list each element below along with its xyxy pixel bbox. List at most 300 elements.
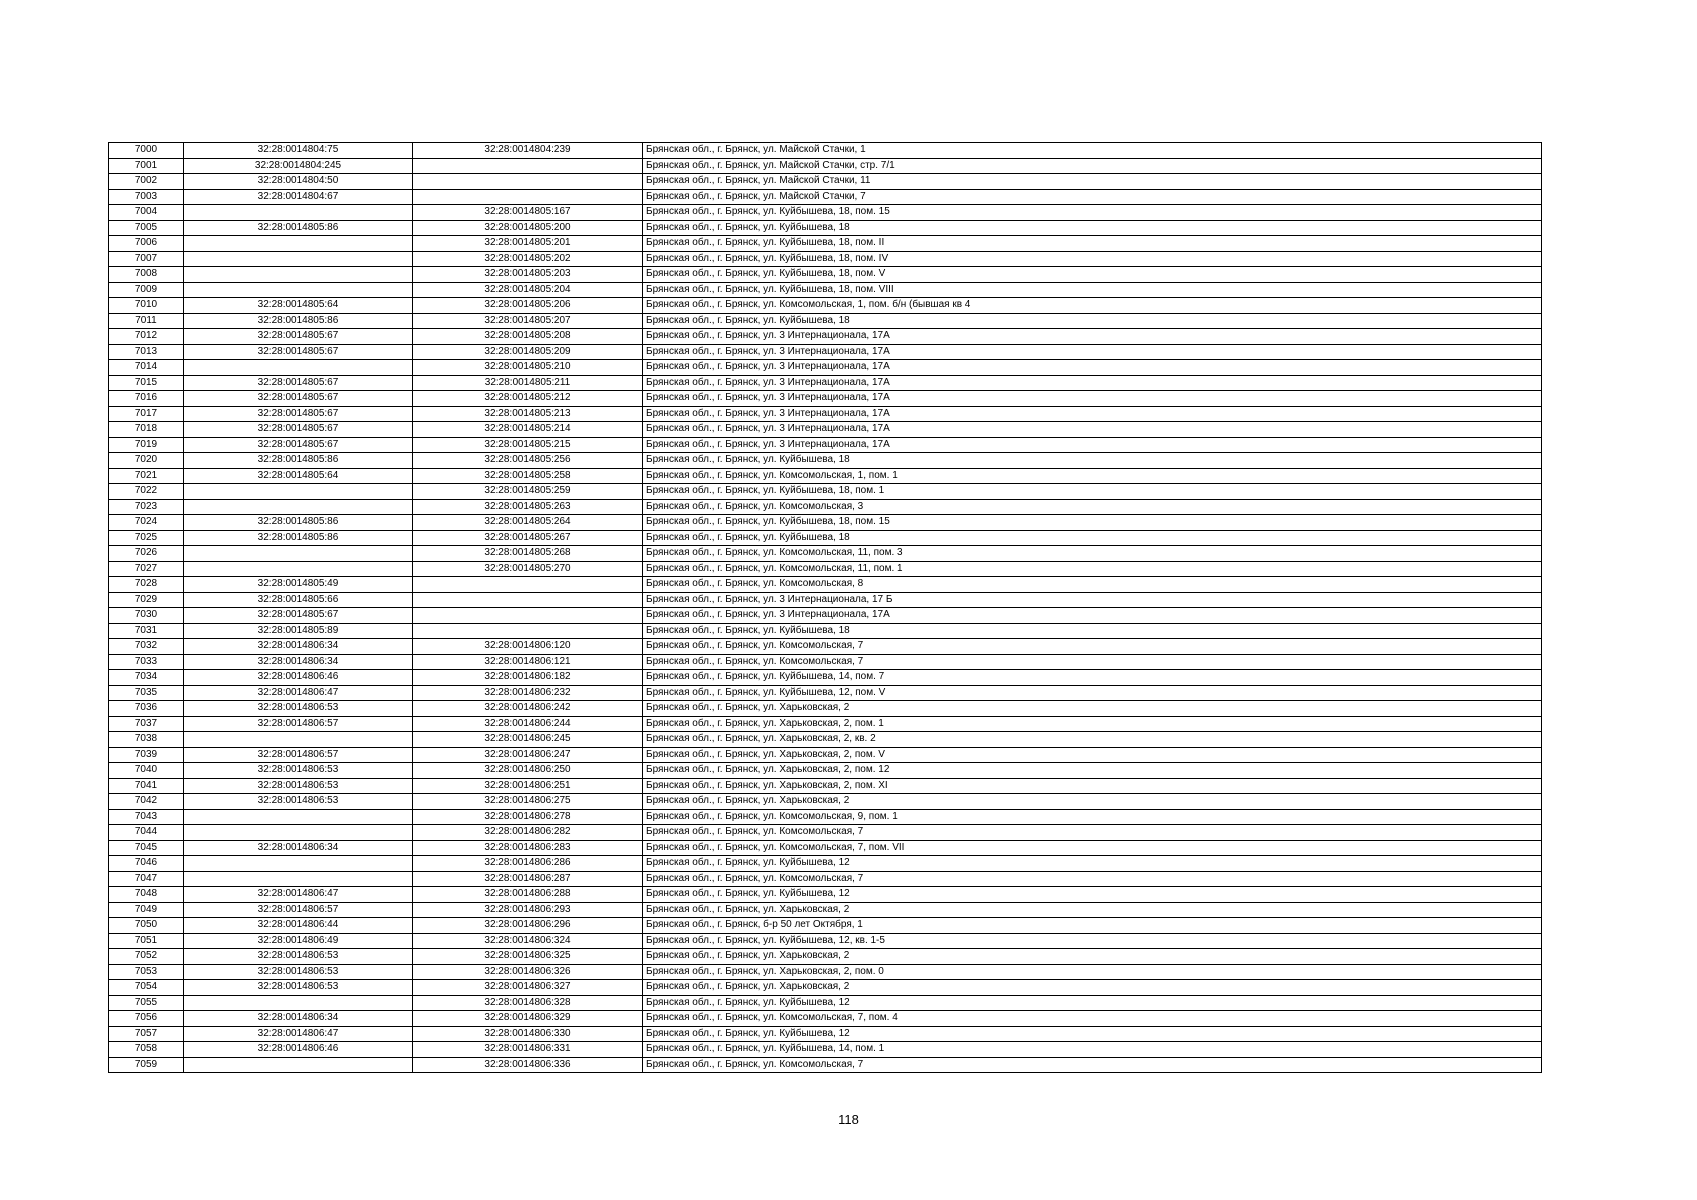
row-number-cell: 7057 bbox=[109, 1026, 184, 1042]
address-cell: Брянская обл., г. Брянск, ул. Комсомольская, 9, пом. 1 bbox=[643, 809, 1542, 825]
address-cell: Брянская обл., г. Брянск, ул. Майской Стачки, 7 bbox=[643, 189, 1542, 205]
parcel-cadastral-number-cell bbox=[184, 499, 413, 515]
premises-cadastral-number-cell: 32:28:0014806:326 bbox=[413, 964, 643, 980]
table-row bbox=[109, 468, 1542, 484]
table-row bbox=[109, 453, 1542, 469]
row-number-cell: 7037 bbox=[109, 716, 184, 732]
parcel-cadastral-number-cell bbox=[184, 205, 413, 221]
row-number-cell: 7004 bbox=[109, 205, 184, 221]
premises-cadastral-number-cell: 32:28:0014806:325 bbox=[413, 949, 643, 965]
parcel-cadastral-number-cell: 32:28:0014806:53 bbox=[184, 701, 413, 717]
address-cell: Брянская обл., г. Брянск, ул. 3 Интернационала, 17А bbox=[643, 406, 1542, 422]
premises-cadastral-number-cell bbox=[413, 577, 643, 593]
row-number-cell: 7040 bbox=[109, 763, 184, 779]
premises-cadastral-number-cell: 32:28:0014805:263 bbox=[413, 499, 643, 515]
address-cell: Брянская обл., г. Брянск, ул. Куйбышева, 18 bbox=[643, 530, 1542, 546]
premises-cadastral-number-cell: 32:28:0014805:201 bbox=[413, 236, 643, 252]
property-registry-table bbox=[108, 142, 1542, 1073]
parcel-cadastral-number-cell: 32:28:0014805:67 bbox=[184, 344, 413, 360]
table-row bbox=[109, 422, 1542, 438]
address-cell: Брянская обл., г. Брянск, ул. Куйбышева, 18 bbox=[643, 623, 1542, 639]
parcel-cadastral-number-cell: 32:28:0014806:47 bbox=[184, 685, 413, 701]
parcel-cadastral-number-cell bbox=[184, 360, 413, 376]
parcel-cadastral-number-cell bbox=[184, 1057, 413, 1073]
address-cell: Брянская обл., г. Брянск, ул. Куйбышева, 18 bbox=[643, 453, 1542, 469]
row-number-cell: 7015 bbox=[109, 375, 184, 391]
address-cell: Брянская обл., г. Брянск, ул. 3 Интернационала, 17А bbox=[643, 391, 1542, 407]
address-cell: Брянская обл., г. Брянск, ул. 3 Интернационала, 17А bbox=[643, 375, 1542, 391]
address-cell: Брянская обл., г. Брянск, ул. Харьковская, 2 bbox=[643, 701, 1542, 717]
table-row bbox=[109, 236, 1542, 252]
premises-cadastral-number-cell: 32:28:0014806:250 bbox=[413, 763, 643, 779]
parcel-cadastral-number-cell: 32:28:0014806:47 bbox=[184, 887, 413, 903]
table-row bbox=[109, 530, 1542, 546]
parcel-cadastral-number-cell: 32:28:0014805:67 bbox=[184, 329, 413, 345]
premises-cadastral-number-cell: 32:28:0014805:258 bbox=[413, 468, 643, 484]
parcel-cadastral-number-cell: 32:28:0014806:34 bbox=[184, 654, 413, 670]
address-cell: Брянская обл., г. Брянск, ул. Комсомольская, 7 bbox=[643, 639, 1542, 655]
table-row bbox=[109, 995, 1542, 1011]
premises-cadastral-number-cell: 32:28:0014806:278 bbox=[413, 809, 643, 825]
parcel-cadastral-number-cell: 32:28:0014805:67 bbox=[184, 608, 413, 624]
premises-cadastral-number-cell: 32:28:0014806:120 bbox=[413, 639, 643, 655]
table-row bbox=[109, 825, 1542, 841]
premises-cadastral-number-cell: 32:28:0014805:212 bbox=[413, 391, 643, 407]
address-cell: Брянская обл., г. Брянск, ул. Харьковская, 2, пом. XI bbox=[643, 778, 1542, 794]
table-row bbox=[109, 949, 1542, 965]
parcel-cadastral-number-cell bbox=[184, 871, 413, 887]
address-cell: Брянская обл., г. Брянск, ул. Куйбышева, 14, пом. 7 bbox=[643, 670, 1542, 686]
table-row bbox=[109, 174, 1542, 190]
address-cell: Брянская обл., г. Брянск, ул. Харьковская, 2 bbox=[643, 902, 1542, 918]
address-cell: Брянская обл., г. Брянск, ул. Куйбышева, 18, пом. 15 bbox=[643, 515, 1542, 531]
parcel-cadastral-number-cell: 32:28:0014806:47 bbox=[184, 1026, 413, 1042]
address-cell: Брянская обл., г. Брянск, ул. Куйбышева, 18, пом. VIII bbox=[643, 282, 1542, 298]
address-cell: Брянская обл., г. Брянск, ул. Куйбышева, 12 bbox=[643, 995, 1542, 1011]
premises-cadastral-number-cell: 32:28:0014806:324 bbox=[413, 933, 643, 949]
table-row bbox=[109, 716, 1542, 732]
parcel-cadastral-number-cell: 32:28:0014805:66 bbox=[184, 592, 413, 608]
row-number-cell: 7027 bbox=[109, 561, 184, 577]
table-row bbox=[109, 158, 1542, 174]
premises-cadastral-number-cell bbox=[413, 189, 643, 205]
premises-cadastral-number-cell: 32:28:0014805:206 bbox=[413, 298, 643, 314]
table-row bbox=[109, 282, 1542, 298]
premises-cadastral-number-cell bbox=[413, 592, 643, 608]
table-row bbox=[109, 561, 1542, 577]
table-row bbox=[109, 546, 1542, 562]
parcel-cadastral-number-cell: 32:28:0014805:67 bbox=[184, 391, 413, 407]
table-row bbox=[109, 685, 1542, 701]
table-row bbox=[109, 763, 1542, 779]
parcel-cadastral-number-cell bbox=[184, 546, 413, 562]
table-row bbox=[109, 840, 1542, 856]
premises-cadastral-number-cell: 32:28:0014806:244 bbox=[413, 716, 643, 732]
row-number-cell: 7055 bbox=[109, 995, 184, 1011]
premises-cadastral-number-cell: 32:28:0014805:215 bbox=[413, 437, 643, 453]
address-cell: Брянская обл., г. Брянск, ул. Комсомольская, 7 bbox=[643, 825, 1542, 841]
address-cell: Брянская обл., г. Брянск, ул. Куйбышева, 12 bbox=[643, 887, 1542, 903]
address-cell: Брянская обл., г. Брянск, ул. Куйбышева, 12 bbox=[643, 856, 1542, 872]
row-number-cell: 7030 bbox=[109, 608, 184, 624]
parcel-cadastral-number-cell: 32:28:0014806:53 bbox=[184, 763, 413, 779]
parcel-cadastral-number-cell: 32:28:0014804:245 bbox=[184, 158, 413, 174]
table-row bbox=[109, 298, 1542, 314]
premises-cadastral-number-cell: 32:28:0014806:331 bbox=[413, 1042, 643, 1058]
row-number-cell: 7043 bbox=[109, 809, 184, 825]
parcel-cadastral-number-cell: 32:28:0014806:57 bbox=[184, 747, 413, 763]
table-row bbox=[109, 267, 1542, 283]
parcel-cadastral-number-cell: 32:28:0014805:86 bbox=[184, 530, 413, 546]
row-number-cell: 7021 bbox=[109, 468, 184, 484]
table-row bbox=[109, 220, 1542, 236]
row-number-cell: 7050 bbox=[109, 918, 184, 934]
parcel-cadastral-number-cell: 32:28:0014806:46 bbox=[184, 670, 413, 686]
table-row bbox=[109, 856, 1542, 872]
row-number-cell: 7007 bbox=[109, 251, 184, 267]
row-number-cell: 7058 bbox=[109, 1042, 184, 1058]
premises-cadastral-number-cell: 32:28:0014806:232 bbox=[413, 685, 643, 701]
row-number-cell: 7010 bbox=[109, 298, 184, 314]
parcel-cadastral-number-cell: 32:28:0014804:50 bbox=[184, 174, 413, 190]
table-row bbox=[109, 964, 1542, 980]
row-number-cell: 7045 bbox=[109, 840, 184, 856]
address-cell: Брянская обл., г. Брянск, ул. Куйбышева, 18, пом. II bbox=[643, 236, 1542, 252]
premises-cadastral-number-cell: 32:28:0014806:251 bbox=[413, 778, 643, 794]
address-cell: Брянская обл., г. Брянск, б-р 50 лет Октября, 1 bbox=[643, 918, 1542, 934]
row-number-cell: 7044 bbox=[109, 825, 184, 841]
parcel-cadastral-number-cell: 32:28:0014804:67 bbox=[184, 189, 413, 205]
table-row bbox=[109, 375, 1542, 391]
address-cell: Брянская обл., г. Брянск, ул. 3 Интернационала, 17А bbox=[643, 360, 1542, 376]
address-cell: Брянская обл., г. Брянск, ул. Харьковская, 2 bbox=[643, 980, 1542, 996]
premises-cadastral-number-cell: 32:28:0014805:270 bbox=[413, 561, 643, 577]
premises-cadastral-number-cell: 32:28:0014806:283 bbox=[413, 840, 643, 856]
premises-cadastral-number-cell: 32:28:0014805:256 bbox=[413, 453, 643, 469]
parcel-cadastral-number-cell bbox=[184, 236, 413, 252]
row-number-cell: 7009 bbox=[109, 282, 184, 298]
parcel-cadastral-number-cell bbox=[184, 251, 413, 267]
premises-cadastral-number-cell: 32:28:0014806:275 bbox=[413, 794, 643, 810]
page-number: 118 bbox=[838, 1112, 859, 1127]
premises-cadastral-number-cell: 32:28:0014806:287 bbox=[413, 871, 643, 887]
address-cell: Брянская обл., г. Брянск, ул. Майской Стачки, стр. 7/1 bbox=[643, 158, 1542, 174]
address-cell: Брянская обл., г. Брянск, ул. Комсомольская, 7, пом. 4 bbox=[643, 1011, 1542, 1027]
row-number-cell: 7039 bbox=[109, 747, 184, 763]
premises-cadastral-number-cell: 32:28:0014804:239 bbox=[413, 143, 643, 159]
table-row bbox=[109, 592, 1542, 608]
row-number-cell: 7053 bbox=[109, 964, 184, 980]
parcel-cadastral-number-cell: 32:28:0014806:49 bbox=[184, 933, 413, 949]
premises-cadastral-number-cell: 32:28:0014806:327 bbox=[413, 980, 643, 996]
premises-cadastral-number-cell: 32:28:0014806:336 bbox=[413, 1057, 643, 1073]
address-cell: Брянская обл., г. Брянск, ул. Комсомольская, 11, пом. 3 bbox=[643, 546, 1542, 562]
parcel-cadastral-number-cell bbox=[184, 995, 413, 1011]
address-cell: Брянская обл., г. Брянск, ул. Куйбышева, 18, пом. IV bbox=[643, 251, 1542, 267]
row-number-cell: 7003 bbox=[109, 189, 184, 205]
premises-cadastral-number-cell: 32:28:0014805:264 bbox=[413, 515, 643, 531]
table-row bbox=[109, 701, 1542, 717]
table-row bbox=[109, 406, 1542, 422]
row-number-cell: 7059 bbox=[109, 1057, 184, 1073]
address-cell: Брянская обл., г. Брянск, ул. 3 Интернационала, 17А bbox=[643, 344, 1542, 360]
row-number-cell: 7054 bbox=[109, 980, 184, 996]
parcel-cadastral-number-cell: 32:28:0014806:53 bbox=[184, 794, 413, 810]
row-number-cell: 7022 bbox=[109, 484, 184, 500]
premises-cadastral-number-cell: 32:28:0014806:328 bbox=[413, 995, 643, 1011]
parcel-cadastral-number-cell: 32:28:0014805:86 bbox=[184, 515, 413, 531]
parcel-cadastral-number-cell: 32:28:0014805:67 bbox=[184, 422, 413, 438]
address-cell: Брянская обл., г. Брянск, ул. Куйбышева, 12, пом. V bbox=[643, 685, 1542, 701]
parcel-cadastral-number-cell: 32:28:0014806:34 bbox=[184, 639, 413, 655]
premises-cadastral-number-cell: 32:28:0014806:330 bbox=[413, 1026, 643, 1042]
row-number-cell: 7036 bbox=[109, 701, 184, 717]
row-number-cell: 7017 bbox=[109, 406, 184, 422]
premises-cadastral-number-cell: 32:28:0014805:208 bbox=[413, 329, 643, 345]
parcel-cadastral-number-cell bbox=[184, 484, 413, 500]
premises-cadastral-number-cell: 32:28:0014805:202 bbox=[413, 251, 643, 267]
table-row bbox=[109, 1057, 1542, 1073]
parcel-cadastral-number-cell: 32:28:0014805:64 bbox=[184, 468, 413, 484]
row-number-cell: 7049 bbox=[109, 902, 184, 918]
table-row bbox=[109, 205, 1542, 221]
parcel-cadastral-number-cell: 32:28:0014805:89 bbox=[184, 623, 413, 639]
address-cell: Брянская обл., г. Брянск, ул. Куйбышева, 18 bbox=[643, 220, 1542, 236]
row-number-cell: 7033 bbox=[109, 654, 184, 670]
row-number-cell: 7000 bbox=[109, 143, 184, 159]
address-cell: Брянская обл., г. Брянск, ул. 3 Интернационала, 17А bbox=[643, 608, 1542, 624]
premises-cadastral-number-cell: 32:28:0014805:204 bbox=[413, 282, 643, 298]
address-cell: Брянская обл., г. Брянск, ул. 3 Интернационала, 17А bbox=[643, 437, 1542, 453]
parcel-cadastral-number-cell: 32:28:0014806:34 bbox=[184, 840, 413, 856]
parcel-cadastral-number-cell: 32:28:0014806:53 bbox=[184, 949, 413, 965]
premises-cadastral-number-cell: 32:28:0014805:267 bbox=[413, 530, 643, 546]
row-number-cell: 7001 bbox=[109, 158, 184, 174]
premises-cadastral-number-cell: 32:28:0014806:288 bbox=[413, 887, 643, 903]
address-cell: Брянская обл., г. Брянск, ул. Комсомольская, 7 bbox=[643, 1057, 1542, 1073]
parcel-cadastral-number-cell: 32:28:0014805:67 bbox=[184, 406, 413, 422]
row-number-cell: 7025 bbox=[109, 530, 184, 546]
row-number-cell: 7052 bbox=[109, 949, 184, 965]
address-cell: Брянская обл., г. Брянск, ул. Куйбышева, 18, пом. V bbox=[643, 267, 1542, 283]
premises-cadastral-number-cell: 32:28:0014806:245 bbox=[413, 732, 643, 748]
premises-cadastral-number-cell: 32:28:0014806:296 bbox=[413, 918, 643, 934]
parcel-cadastral-number-cell: 32:28:0014806:53 bbox=[184, 980, 413, 996]
parcel-cadastral-number-cell bbox=[184, 856, 413, 872]
address-cell: Брянская обл., г. Брянск, ул. Комсомольская, 8 bbox=[643, 577, 1542, 593]
premises-cadastral-number-cell: 32:28:0014805:210 bbox=[413, 360, 643, 376]
address-cell: Брянская обл., г. Брянск, ул. Комсомольская, 11, пом. 1 bbox=[643, 561, 1542, 577]
address-cell: Брянская обл., г. Брянск, ул. Комсомольская, 1, пом. б/н (бывшая кв 4 bbox=[643, 298, 1542, 314]
parcel-cadastral-number-cell bbox=[184, 282, 413, 298]
row-number-cell: 7029 bbox=[109, 592, 184, 608]
address-cell: Брянская обл., г. Брянск, ул. Харьковская, 2, пом. 12 bbox=[643, 763, 1542, 779]
table-row bbox=[109, 499, 1542, 515]
table-row bbox=[109, 360, 1542, 376]
parcel-cadastral-number-cell: 32:28:0014806:53 bbox=[184, 778, 413, 794]
parcel-cadastral-number-cell bbox=[184, 561, 413, 577]
address-cell: Брянская обл., г. Брянск, ул. Харьковская, 2, пом. 1 bbox=[643, 716, 1542, 732]
table-row bbox=[109, 933, 1542, 949]
table-row bbox=[109, 1026, 1542, 1042]
row-number-cell: 7008 bbox=[109, 267, 184, 283]
row-number-cell: 7018 bbox=[109, 422, 184, 438]
premises-cadastral-number-cell: 32:28:0014806:242 bbox=[413, 701, 643, 717]
row-number-cell: 7042 bbox=[109, 794, 184, 810]
premises-cadastral-number-cell bbox=[413, 623, 643, 639]
table-row bbox=[109, 344, 1542, 360]
row-number-cell: 7023 bbox=[109, 499, 184, 515]
parcel-cadastral-number-cell bbox=[184, 809, 413, 825]
premises-cadastral-number-cell: 32:28:0014806:286 bbox=[413, 856, 643, 872]
address-cell: Брянская обл., г. Брянск, ул. Комсомольская, 7 bbox=[643, 871, 1542, 887]
parcel-cadastral-number-cell bbox=[184, 825, 413, 841]
table-row bbox=[109, 732, 1542, 748]
registry-table-body bbox=[109, 143, 1542, 1073]
row-number-cell: 7051 bbox=[109, 933, 184, 949]
premises-cadastral-number-cell: 32:28:0014806:247 bbox=[413, 747, 643, 763]
table-row bbox=[109, 871, 1542, 887]
table-row bbox=[109, 1042, 1542, 1058]
address-cell: Брянская обл., г. Брянск, ул. Комсомольская, 3 bbox=[643, 499, 1542, 515]
premises-cadastral-number-cell: 32:28:0014806:182 bbox=[413, 670, 643, 686]
row-number-cell: 7006 bbox=[109, 236, 184, 252]
parcel-cadastral-number-cell: 32:28:0014806:53 bbox=[184, 964, 413, 980]
row-number-cell: 7019 bbox=[109, 437, 184, 453]
table-row bbox=[109, 484, 1542, 500]
premises-cadastral-number-cell bbox=[413, 158, 643, 174]
address-cell: Брянская обл., г. Брянск, ул. Харьковская, 2, пом. V bbox=[643, 747, 1542, 763]
table-row bbox=[109, 670, 1542, 686]
premises-cadastral-number-cell: 32:28:0014806:329 bbox=[413, 1011, 643, 1027]
row-number-cell: 7032 bbox=[109, 639, 184, 655]
address-cell: Брянская обл., г. Брянск, ул. Куйбышева, 18 bbox=[643, 313, 1542, 329]
premises-cadastral-number-cell: 32:28:0014806:282 bbox=[413, 825, 643, 841]
address-cell: Брянская обл., г. Брянск, ул. Куйбышева, 14, пом. 1 bbox=[643, 1042, 1542, 1058]
table-row bbox=[109, 1011, 1542, 1027]
table-row bbox=[109, 887, 1542, 903]
row-number-cell: 7041 bbox=[109, 778, 184, 794]
address-cell: Брянская обл., г. Брянск, ул. Комсомольская, 1, пом. 1 bbox=[643, 468, 1542, 484]
address-cell: Брянская обл., г. Брянск, ул. Харьковская, 2 bbox=[643, 949, 1542, 965]
row-number-cell: 7005 bbox=[109, 220, 184, 236]
parcel-cadastral-number-cell: 32:28:0014805:64 bbox=[184, 298, 413, 314]
parcel-cadastral-number-cell: 32:28:0014805:86 bbox=[184, 313, 413, 329]
parcel-cadastral-number-cell: 32:28:0014805:67 bbox=[184, 437, 413, 453]
address-cell: Брянская обл., г. Брянск, ул. 3 Интернационала, 17 Б bbox=[643, 592, 1542, 608]
parcel-cadastral-number-cell bbox=[184, 732, 413, 748]
row-number-cell: 7016 bbox=[109, 391, 184, 407]
table-row bbox=[109, 778, 1542, 794]
parcel-cadastral-number-cell: 32:28:0014805:49 bbox=[184, 577, 413, 593]
table-row bbox=[109, 623, 1542, 639]
row-number-cell: 7011 bbox=[109, 313, 184, 329]
parcel-cadastral-number-cell: 32:28:0014805:86 bbox=[184, 220, 413, 236]
row-number-cell: 7028 bbox=[109, 577, 184, 593]
table-row bbox=[109, 251, 1542, 267]
table-row bbox=[109, 809, 1542, 825]
address-cell: Брянская обл., г. Брянск, ул. 3 Интернационала, 17А bbox=[643, 329, 1542, 345]
premises-cadastral-number-cell: 32:28:0014805:259 bbox=[413, 484, 643, 500]
premises-cadastral-number-cell bbox=[413, 174, 643, 190]
row-number-cell: 7020 bbox=[109, 453, 184, 469]
address-cell: Брянская обл., г. Брянск, ул. Комсомольская, 7, пом. VII bbox=[643, 840, 1542, 856]
premises-cadastral-number-cell: 32:28:0014805:209 bbox=[413, 344, 643, 360]
row-number-cell: 7012 bbox=[109, 329, 184, 345]
table-row bbox=[109, 391, 1542, 407]
premises-cadastral-number-cell: 32:28:0014805:211 bbox=[413, 375, 643, 391]
address-cell: Брянская обл., г. Брянск, ул. Харьковская, 2 bbox=[643, 794, 1542, 810]
row-number-cell: 7024 bbox=[109, 515, 184, 531]
row-number-cell: 7035 bbox=[109, 685, 184, 701]
address-cell: Брянская обл., г. Брянск, ул. Майской Стачки, 1 bbox=[643, 143, 1542, 159]
row-number-cell: 7014 bbox=[109, 360, 184, 376]
parcel-cadastral-number-cell: 32:28:0014805:67 bbox=[184, 375, 413, 391]
table-row bbox=[109, 747, 1542, 763]
address-cell: Брянская обл., г. Брянск, ул. Куйбышева, 18, пом. 1 bbox=[643, 484, 1542, 500]
parcel-cadastral-number-cell: 32:28:0014806:46 bbox=[184, 1042, 413, 1058]
table-row bbox=[109, 654, 1542, 670]
row-number-cell: 7002 bbox=[109, 174, 184, 190]
parcel-cadastral-number-cell: 32:28:0014804:75 bbox=[184, 143, 413, 159]
premises-cadastral-number-cell bbox=[413, 608, 643, 624]
table-row bbox=[109, 515, 1542, 531]
address-cell: Брянская обл., г. Брянск, ул. 3 Интернационала, 17А bbox=[643, 422, 1542, 438]
premises-cadastral-number-cell: 32:28:0014805:213 bbox=[413, 406, 643, 422]
table-row bbox=[109, 143, 1542, 159]
row-number-cell: 7046 bbox=[109, 856, 184, 872]
parcel-cadastral-number-cell: 32:28:0014806:44 bbox=[184, 918, 413, 934]
premises-cadastral-number-cell: 32:28:0014805:268 bbox=[413, 546, 643, 562]
row-number-cell: 7048 bbox=[109, 887, 184, 903]
parcel-cadastral-number-cell bbox=[184, 267, 413, 283]
address-cell: Брянская обл., г. Брянск, ул. Харьковская, 2, пом. 0 bbox=[643, 964, 1542, 980]
table-row bbox=[109, 329, 1542, 345]
premises-cadastral-number-cell: 32:28:0014806:293 bbox=[413, 902, 643, 918]
parcel-cadastral-number-cell: 32:28:0014805:86 bbox=[184, 453, 413, 469]
table-row bbox=[109, 902, 1542, 918]
table-row bbox=[109, 608, 1542, 624]
row-number-cell: 7034 bbox=[109, 670, 184, 686]
parcel-cadastral-number-cell: 32:28:0014806:57 bbox=[184, 902, 413, 918]
table-row bbox=[109, 577, 1542, 593]
address-cell: Брянская обл., г. Брянск, ул. Харьковская, 2, кв. 2 bbox=[643, 732, 1542, 748]
row-number-cell: 7031 bbox=[109, 623, 184, 639]
premises-cadastral-number-cell: 32:28:0014805:203 bbox=[413, 267, 643, 283]
parcel-cadastral-number-cell: 32:28:0014806:34 bbox=[184, 1011, 413, 1027]
parcel-cadastral-number-cell: 32:28:0014806:57 bbox=[184, 716, 413, 732]
row-number-cell: 7013 bbox=[109, 344, 184, 360]
table-row bbox=[109, 980, 1542, 996]
table-row bbox=[109, 437, 1542, 453]
premises-cadastral-number-cell: 32:28:0014805:207 bbox=[413, 313, 643, 329]
address-cell: Брянская обл., г. Брянск, ул. Куйбышева, 12 bbox=[643, 1026, 1542, 1042]
address-cell: Брянская обл., г. Брянск, ул. Комсомольская, 7 bbox=[643, 654, 1542, 670]
table-row bbox=[109, 313, 1542, 329]
table-row bbox=[109, 189, 1542, 205]
row-number-cell: 7038 bbox=[109, 732, 184, 748]
address-cell: Брянская обл., г. Брянск, ул. Куйбышева, 18, пом. 15 bbox=[643, 205, 1542, 221]
premises-cadastral-number-cell: 32:28:0014806:121 bbox=[413, 654, 643, 670]
table-row bbox=[109, 639, 1542, 655]
row-number-cell: 7047 bbox=[109, 871, 184, 887]
address-cell: Брянская обл., г. Брянск, ул. Майской Стачки, 11 bbox=[643, 174, 1542, 190]
premises-cadastral-number-cell: 32:28:0014805:200 bbox=[413, 220, 643, 236]
row-number-cell: 7026 bbox=[109, 546, 184, 562]
address-cell: Брянская обл., г. Брянск, ул. Куйбышева, 12, кв. 1-5 bbox=[643, 933, 1542, 949]
table-row bbox=[109, 794, 1542, 810]
table-row bbox=[109, 918, 1542, 934]
